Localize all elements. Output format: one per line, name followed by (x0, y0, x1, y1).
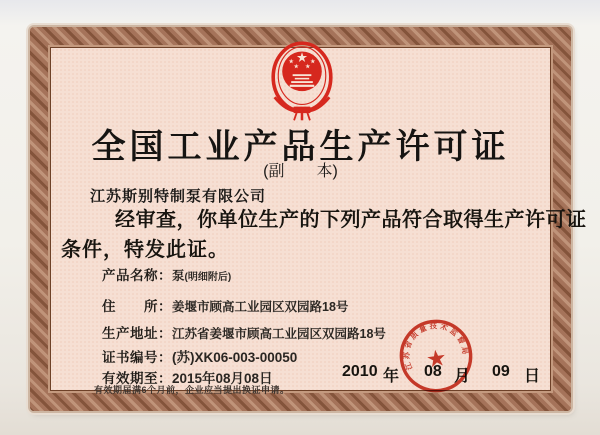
issue-year-unit: 年 (383, 368, 400, 385)
residence-value: 姜堰市顾高工业园区双园路18号 (172, 300, 349, 314)
issue-day-unit: 日 (524, 368, 541, 385)
valid-until-value: 2015年08月08日 (172, 371, 273, 386)
issue-month-unit: 月 (454, 368, 471, 385)
renewal-footnote: 有效期届满6个月前，企业应当提出换证申请。 (94, 385, 290, 395)
product-note: (明细附后) (184, 272, 232, 283)
product-label: 产品名称： (102, 268, 172, 283)
seal-star-icon (426, 348, 446, 367)
certificate-card (30, 27, 587, 411)
national-emblem-icon (266, 41, 338, 124)
certificate-number-label: 证书编号： (102, 350, 172, 365)
certificate-subtitle: (副 本) (263, 163, 338, 180)
seal-text: 江苏省质量技术监督局 (401, 321, 471, 372)
product-value: 泵 (172, 269, 185, 283)
production-address-value: 江苏省姜堰市顾高工业园区双园路18号 (172, 327, 386, 341)
product-row (102, 264, 231, 284)
residence-label: 住 所： (102, 299, 172, 314)
issue-day: 09 (492, 363, 510, 380)
certificate-number-row (102, 346, 297, 366)
production-address-row (102, 322, 386, 342)
company-name: 江苏斯别特制泵有限公司 (90, 188, 267, 205)
statement-line2: 条件，特发此证。 (61, 239, 229, 261)
certificate-number-value: (苏)XK06-003-00050 (172, 350, 298, 365)
certificate-title: 全国工业产品生产许可证 (91, 128, 510, 166)
official-seal (397, 317, 475, 395)
valid-until-label: 有效期至： (102, 371, 172, 386)
issue-year: 2010 (342, 363, 378, 380)
statement-line1: 经审查，你单位生产的下列产品符合取得生产许可证 (115, 209, 587, 231)
production-address-label: 生产地址： (102, 326, 172, 341)
emblem-gear (293, 107, 310, 113)
residence-row (102, 295, 348, 315)
issue-month: 08 (424, 363, 442, 380)
